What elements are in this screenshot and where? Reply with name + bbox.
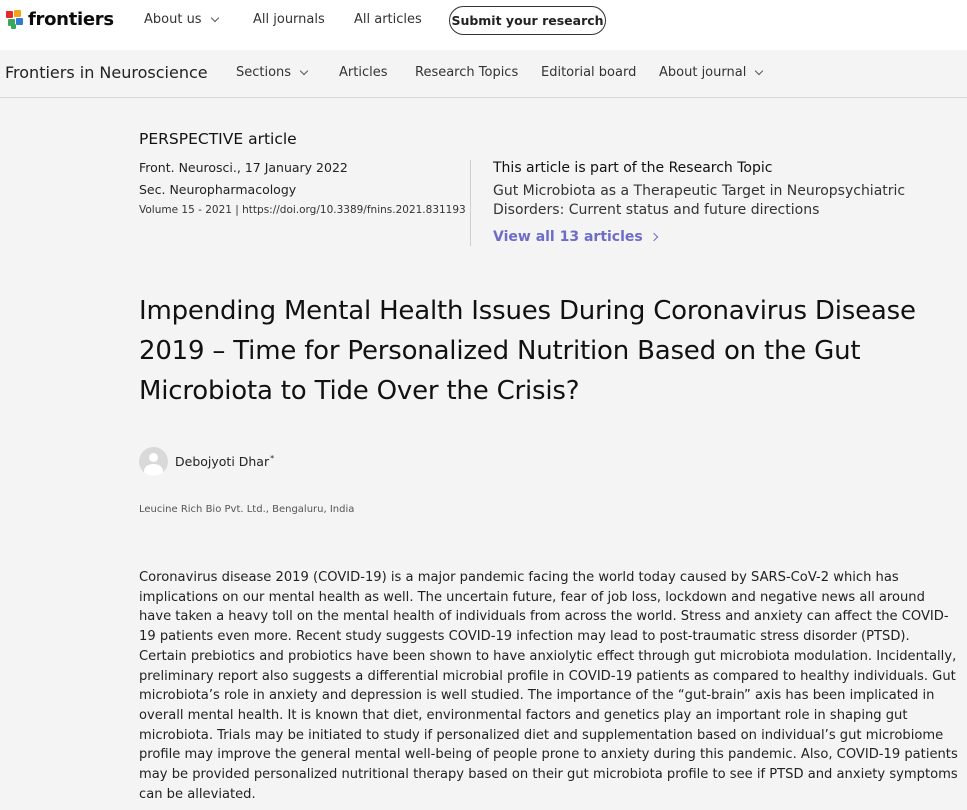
- view-all-articles-link[interactable]: [493, 229, 657, 245]
- volume-doi[interactable]: Volume 15 - 2021 | https://doi.org/10.3389/fnins.2021.831193: [139, 204, 466, 216]
- nav-articles-label: Articles: [339, 65, 388, 80]
- nav-about-us[interactable]: [144, 12, 218, 27]
- journal-header: [0, 50, 967, 98]
- nav-sections[interactable]: [236, 65, 307, 80]
- view-all-articles-label: View all 13 articles: [493, 229, 643, 245]
- article-section[interactable]: Sec. Neuropharmacology: [139, 182, 297, 197]
- author-affiliation: Leucine Rich Bio Pvt. Ltd., Bengaluru, India: [139, 504, 355, 515]
- nav-all-articles[interactable]: [354, 12, 422, 27]
- frontiers-logo[interactable]: [6, 9, 114, 30]
- nav-sections-label: Sections: [236, 65, 292, 80]
- nav-about-journal-label: About journal: [659, 65, 747, 80]
- author[interactable]: [139, 447, 274, 476]
- article-type: PERSPECTIVE article: [139, 130, 297, 148]
- article-abstract: Coronavirus disease 2019 (COVID-19) is a major pandemic facing the world today caused by SARS-CoV-2 which has implications on our mental health as well. The uncertain future, fear of job loss, lockdown and negative news all around have taken a heavy toll on the mental health of individuals from across the world. Stress and anxiety can affect the COVID-19 patients even more. Recent study suggests COVID-19 infection may lead to post-traumatic stress disorder (PTSD). Certain prebiotics and probiotics have been shown to have anxiolytic effect through gut microbiota modulation. Incidentally, preliminary report also suggests a differential microbial profile in COVID-19 patients as compared to healthy individuals. Gut microbiota’s role in anxiety and depression is well studied. The importance of the “gut-brain” axis has been implicated in overall mental health. It is known that diet, environmental factors and genetics play an important role in shaping gut microbiota. Trials may be initiated to study if personalized diet and supplementation based on individual’s gut microbiome profile may improve the general mental well-being of people prone to anxiety during this pandemic. Also, COVID-19 patients may be provided personalized nutritional therapy based on their gut microbiota profile to see if PTSD and anxiety symptoms can be alleviated.: [139, 570, 958, 802]
- submit-research-button[interactable]: Submit your research: [449, 6, 606, 35]
- research-topic-label: This article is part of the Research Topic: [493, 160, 773, 176]
- chevron-right-icon: [649, 233, 657, 241]
- research-topic-name[interactable]: Gut Microbiota as a Therapeutic Target in Neuropsychiatric Disorders: Current status and future directions: [493, 183, 906, 218]
- article-title: Impending Mental Health Issues During Coronavirus Disease 2019 – Time for Personalized Nutrition Based on the Gut Microbiota to Tide Over the Crisis?: [139, 296, 916, 406]
- avatar: [139, 447, 168, 476]
- author-name-text: Debojyoti Dhar: [175, 454, 270, 470]
- global-header: [0, 0, 967, 50]
- journal-title[interactable]: Frontiers in Neuroscience: [5, 63, 208, 82]
- frontiers-logo-icon: [6, 10, 24, 30]
- journal-date: Front. Neurosci., 17 January 2022: [139, 160, 348, 175]
- chevron-down-icon: [300, 66, 308, 74]
- nav-editorial-board-label: Editorial board: [541, 65, 637, 80]
- nav-research-topics[interactable]: [415, 65, 518, 80]
- nav-editorial-board[interactable]: [541, 65, 636, 80]
- nav-all-articles-label: All articles: [354, 12, 422, 27]
- chevron-down-icon: [755, 66, 763, 74]
- nav-all-journals-label: All journals: [253, 12, 325, 27]
- nav-articles[interactable]: [339, 65, 387, 80]
- nav-research-topics-label: Research Topics: [415, 65, 519, 80]
- nav-all-journals[interactable]: [253, 12, 325, 27]
- nav-about-journal[interactable]: [659, 65, 762, 80]
- author-name: [175, 454, 274, 469]
- nav-about-us-label: About us: [144, 12, 202, 27]
- author-mark: *: [270, 453, 275, 463]
- frontiers-logo-text: frontiers: [28, 9, 114, 30]
- meta-divider: [470, 160, 471, 246]
- chevron-down-icon: [210, 13, 218, 21]
